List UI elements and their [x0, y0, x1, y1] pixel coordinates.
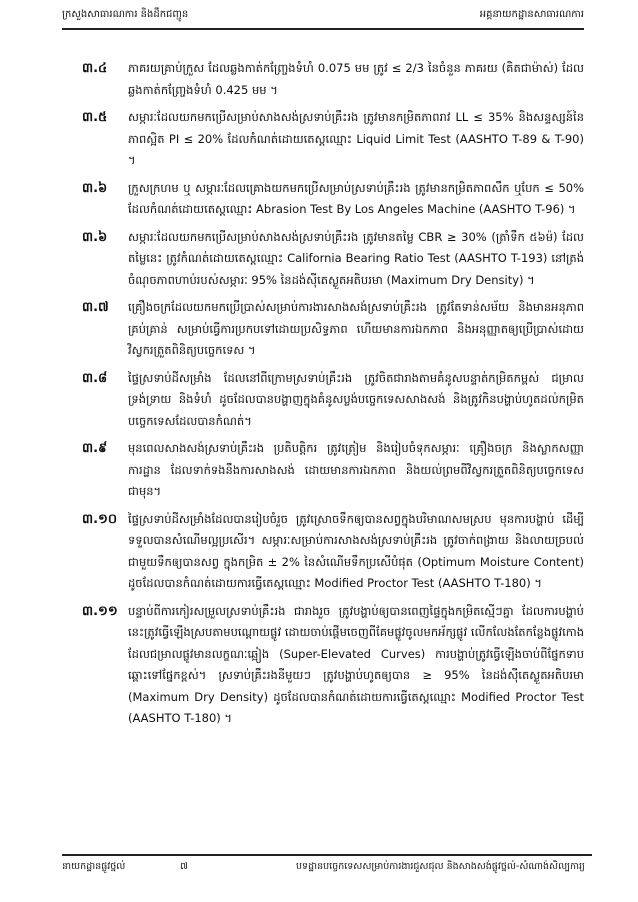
clause-3-11: [82, 601, 584, 730]
document-body: [82, 58, 584, 736]
clause-3-10: [82, 509, 584, 595]
clause-number: ៣.៩: [82, 441, 108, 456]
clause-text: បន្ទាប់ពីការកៀរសម្រួលស្រទាប់គ្រឹះរង ជារាងរួច ត្រូវបង្ហាប់ឲ្យបានពេញផ្ទៃក្នុងកម្រិតស្មើៗគ្នា ដែលការបង្ហាប់នេះត្រូវធ្វើឡើងស្របតាមបណ្ដោយផ្លូវ ដោយចាប់ផ្ដើមចេញពីគែមផ្លូវចូលមកអ័ក្សផ្លូវ លើកលែងតែកន្លែងផ្លូវកោងដែលជម្រាលផ្លូវមានលក្ខណៈឆ្អៀង (Super-Elevated Curves) ការបង្ហាប់ត្រូវធ្វើឡើងចាប់ពីផ្នែកទាបឆ្ពោះទៅផ្នែកខ្ពស់។ ស្រទាប់គ្រឹះរងនីមួយៗ ត្រូវបង្ហាប់ហូតឲ្យបាន ≥ 95% នៃដង់ស៊ីតេស្ងួតអតិបរមា (Maximum Dry Density) ដូចដែលបានកំណត់ដោយការធ្វើតេស្តឈ្មោះ Modified Proctor Test (AASHTO T-180) ។: [128, 603, 584, 725]
clause-3-9: [82, 438, 584, 503]
clause-3-6a: [82, 178, 584, 221]
clause-number: ៣.៤: [82, 61, 108, 76]
clause-3-7: [82, 297, 584, 362]
clause-text: ផ្ទៃស្រទាប់ដីសម្រាំង ដែលនៅពីក្រោមស្រទាប់គ្រឹះរង ត្រូវចិតជារាងតាមគំនូសបន្ទាត់កម្រិតកម្ពស់ ជម្រាល ទ្រង់ទ្រាយ និងទំហំ ដូចដែលបានបង្ហាញក្នុងគំនូសប្លង់បច្ចេកទេសសាងសង់ និងត្រូវកិនបង្ហាប់ហូតដល់កម្រិតបច្ចេកទេសដែលបានកំណត់។: [128, 370, 584, 428]
header-ministry: ក្រសួងសាធារណការ និងដឹកជញ្ជូន: [62, 9, 189, 20]
clause-3-4: [82, 58, 584, 101]
clause-number: ៣.៨: [82, 370, 108, 386]
clause-text: គ្រឿងចក្រដែលយកមកប្រើប្រាស់សម្រាប់ការងារសាងសង់ស្រទាប់គ្រឹះរង ត្រូវតែទាន់សម័យ និងមានអនុភាពគ្រប់គ្រាន់ សម្រាប់ធ្វើការប្រកបទៅដោយប្រសិទ្ធភាព ហើយមានការឯកភាព និងអនុញ្ញាតឲ្យប្រើប្រាស់ដោយវិស្វករត្រួតពិនិត្យបច្ចេកទេស ។: [128, 300, 584, 357]
clause-text: សម្ភារៈដែលយកមកប្រើសម្រាប់សាងសង់ស្រទាប់គ្រឹះរង ត្រូវមានកម្រិតភាពរាវ LL ≤ 35% និងសន្ទស្សន៍នៃភាពស្អិត PI ≤ 20% ដែលកំណត់ដោយតេស្តឈ្មោះ Liquid Limit Test (AASHTO T-89 & T-90) ។: [128, 110, 585, 167]
clause-text: មុនពេលសាងសង់ស្រទាប់គ្រឹះរង ប្រតិបត្តិករ ត្រូវត្រៀម និងរៀបចំទុកសម្ភារៈ គ្រឿងចក្រ និងស្លាកសញ្ញាការដ្ឋាន ដែលទាក់ទងនឹងការសាងសង់ ដោយមានការឯកភាព និងយល់ព្រមពីវិស្វករត្រួតពិនិត្យបច្ចេកទេសជាមុន។: [128, 441, 584, 498]
clause-number: ៣.១០: [82, 511, 118, 527]
page-header: [62, 8, 584, 30]
header-department: អគ្គនាយកដ្ឋានសាធារណការ: [479, 9, 584, 20]
footer-document-title: បទដ្ឋានបច្ចេកទេសសម្រាប់ការងារជួសជុល និងសាងសង់ផ្លូវថ្នល់-សំណាង់សិល្បការ្យ: [296, 861, 585, 872]
clause-number: ៣.៥: [82, 110, 108, 125]
page-number: ៧: [180, 861, 188, 872]
clause-3-5: [82, 107, 584, 172]
clause-number: ៣.៦: [82, 229, 108, 245]
clause-text: សម្ភារៈដែលយកមកប្រើសម្រាប់សាងសង់ស្រទាប់គ្រឹះរង ត្រូវមានតម្លៃ CBR ≥ 30% (ត្រាំទឹក ៥៦ម៉) ដែលតម្លៃនេះ ត្រូវកំណត់ដោយតេស្តឈ្មោះ California Bearing Ratio Test (AASHTO T-193) នៅត្រង់ចំណុចភាពហាប់របស់សម្ភារៈ 95% នៃដង់ស៊ីតេស្ងួតអតិបរមា (Maximum Dry Density) ។: [128, 229, 584, 287]
clause-number: ៣.៧: [82, 300, 109, 315]
clause-text: ភាគរយគ្រាប់ក្រួស ដែលឆ្លងកាត់កញ្ច្រែងទំហំ 0.075 មម ត្រូវ ≤ 2/3 នៃចំនួន ភាគរយ (គិតជាម៉ាស់) ដែលឆ្លងកាត់កញ្ច្រែងទំហំ 0.425 មម ។: [128, 61, 584, 97]
clause-text: ផ្ទៃស្រទាប់ដីសម្រាំងដែលបានរៀបចំរួច ត្រូវស្រោចទឹកឲ្យបានសព្វក្នុងបរិមាណសមស្រប មុនការបង្ហាប់ ដើម្បីទទួលបានសំណើមល្អប្រសើរ។ សម្ភារៈសម្រាប់ការសាងសង់ស្រទាប់គ្រឹះរង ត្រូវចាក់ពង្រាយ និងលាយច្របល់ជាមួយទឹកឲ្យបានសព្វ ក្នុងកម្រិត ± 2% នៃសំណើមទឹកប្រសើបំផុត (Optimum Moisture Content) ដូចដែលបានកំណត់ដោយការធ្វើតេស្តឈ្មោះ Modified Proctor Test (AASHTO T-180) ។: [128, 511, 584, 590]
clause-number: ៣.១១: [82, 603, 118, 619]
clause-number: ៣.៦: [82, 180, 108, 196]
footer-department: នាយកដ្ឋានផ្លូវថ្នល់: [62, 861, 126, 872]
clause-text: ក្រួសក្រហម ឬ សម្ភារៈដែលគ្រោងយកមកប្រើសម្រាប់ស្រទាប់គ្រឹះរង ត្រូវមានកម្រិតភាពសឹក ឬបែក ≤ 50% ដែលកំណត់ដោយតេស្តឈ្មោះ Abrasion Test By Los Angeles Machine (AASHTO T-96) ។: [128, 180, 584, 216]
clause-3-6b: [82, 227, 584, 292]
page-footer: [62, 854, 592, 874]
clause-3-8: [82, 368, 584, 433]
